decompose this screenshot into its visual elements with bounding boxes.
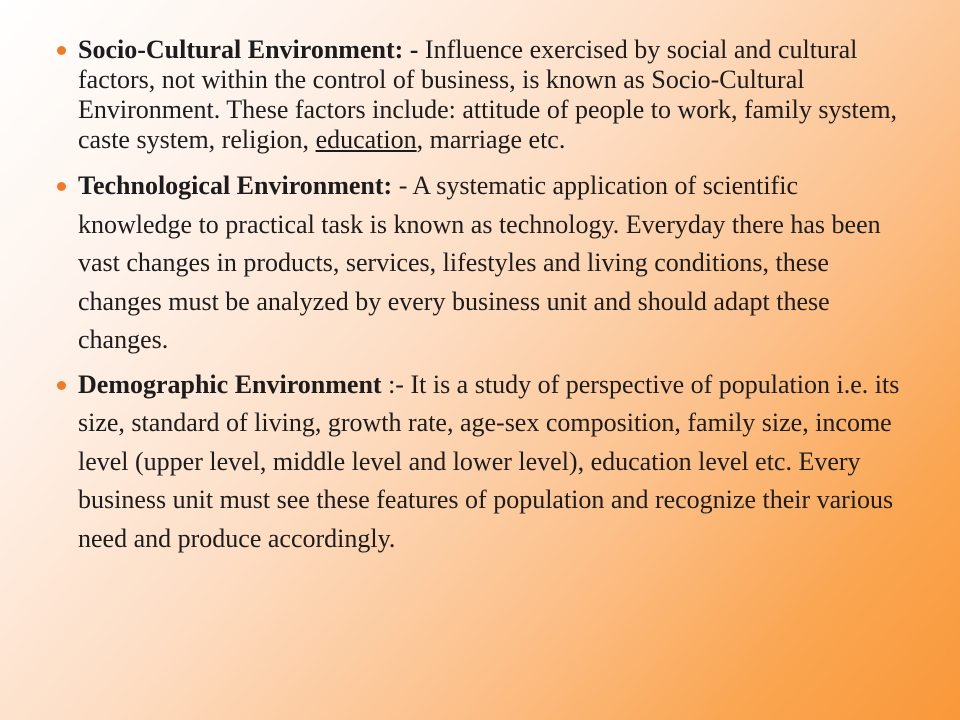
bullet-title: Demographic Environment: [78, 369, 382, 399]
bullet-title: Technological Environment:: [78, 171, 393, 200]
bullet-technological: [78, 167, 903, 360]
bullet-marker: [57, 46, 66, 55]
bullet-text: :- It is a study of perspective of population i.e. its size, standard of living, growth rate, age-sex composition, family size, income level (upper level, middle level and lower level), education level etc. Every business unit must see these features of population and recognize their various need and produce accordingly.: [78, 369, 900, 553]
bullet-title: Socio-Cultural Environment: -: [78, 35, 419, 64]
bullet-text: - A systematic application of scientific knowledge to practical task is known as technology. Everyday there has been vast changes in products, services, lifestyles and living conditions, these changes must be analyzed by every business unit and should adapt these changes.: [78, 171, 881, 354]
bullet-demographic: [78, 366, 903, 559]
bullet-marker: [57, 381, 66, 390]
bullet-marker: [57, 182, 66, 191]
bullet-socio-cultural: [78, 35, 903, 155]
bullet-text-end: , marriage etc.: [416, 125, 566, 154]
bullet-text: Influence exercised by social and cultural factors, not within the control of business, is known as Socio-Cultural Environment. These factors include: attitude of people to work, family system, caste system, religion,: [78, 35, 898, 154]
underlined-link-education[interactable]: education: [315, 125, 417, 154]
